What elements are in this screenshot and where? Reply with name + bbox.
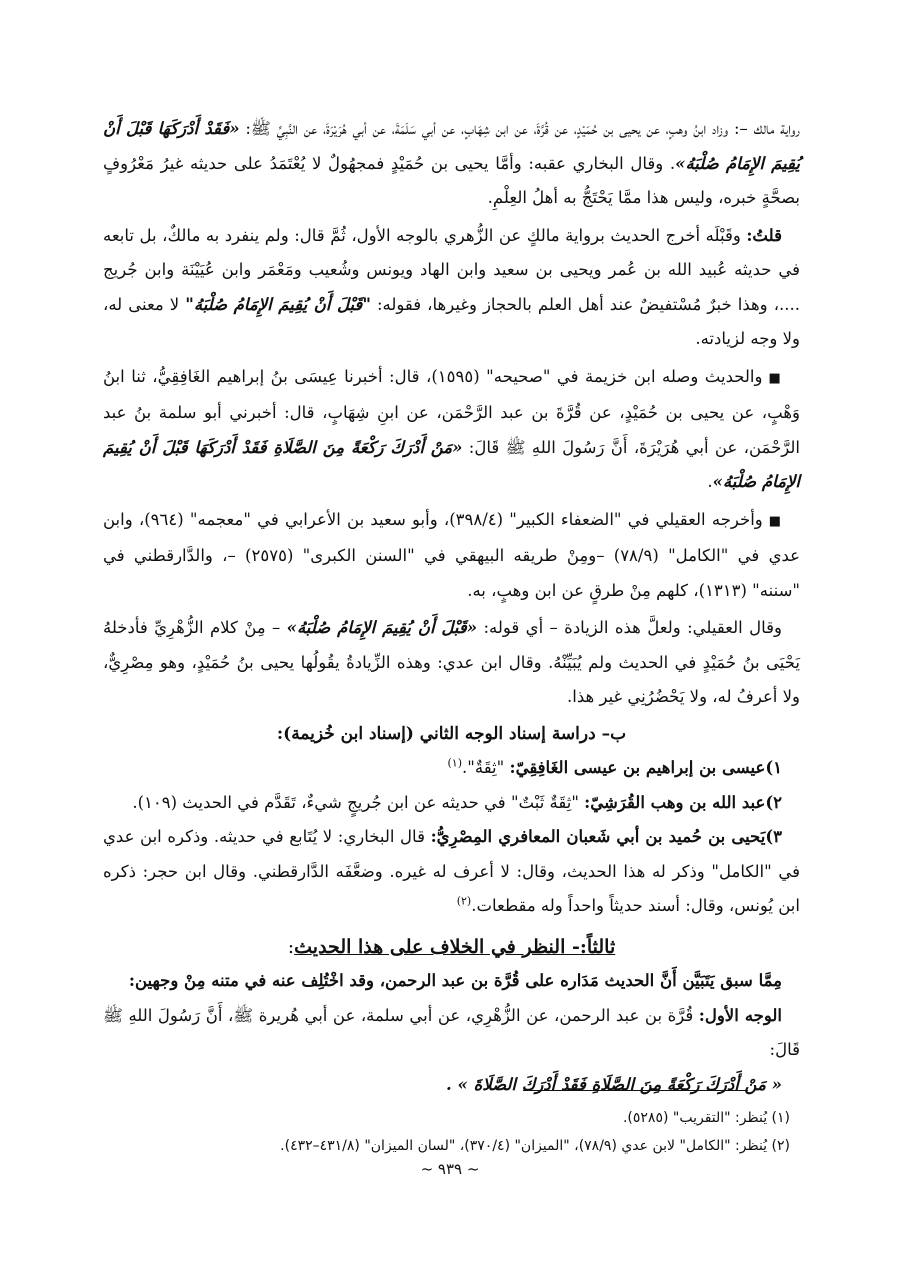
section-heading-3 bbox=[103, 930, 800, 965]
narrator-name: عبد الله بن وهب القُرَشِيّ: bbox=[584, 792, 766, 812]
page-number: ~ ٩٣٩ ~ bbox=[420, 1160, 480, 1178]
paragraph-text: – مِنْ كلام الزُّهْرِيِّ فأدخلهُ يَحْيَى بنُ حُمَيْدٍ في الحديث ولم يُبَيِّنْهُ. وقال ابن عدي: وهذه الزِّيادةُ يقُولُها يحيى بنُ حُمَيْدٍ، وهو مِصْرِيٌّ، ولا أعرفُ له، ولا يَحْضُرُنِي غير هذا. bbox=[103, 618, 800, 706]
paragraph-text: . وقال البخاري عقبه: وأمَّا يحيى بن حُمَيْدٍ فمجهُولٌ لا يُعْتَمَدُ على حديثه غيرُ مَعْرُوفٍ بصحَّةٍ خبره، وليس هذا ممَّا يَحْتَجُّ به أهلُ العِلْمِ. bbox=[103, 153, 800, 207]
hadith-quote: "قَبْلَ أَنْ يُقِيمَ الإِمَامُ صُلْبَهُ" bbox=[185, 294, 371, 314]
heading-label: ثالثاً: bbox=[579, 935, 616, 958]
narrator-item-3 bbox=[103, 820, 800, 924]
narrator-text: قال البخاري: لا يُتَابع في حديثه. وذكره ابن عدي في "الكامل" وذكر له هذا الحديث، وقال: لا أعرف له غيره. وضعَّفَه الدَّارقطني. وقال ابن حجر: ذكره ابن يُونس، وقال: أسند حديثاً واحداً وله مقطعات. bbox=[103, 827, 800, 915]
narrator-item-2 bbox=[103, 786, 800, 821]
paragraph-intro-khilaf: مِمَّا سبق يَتَبَيَّن أَنَّ الحديث مَدَاره على قُرَّة بن عبد الرحمن، وقد اخْتُلِف عنه في متنه مِنْ وجهين: bbox=[128, 971, 782, 990]
narrator-number: ١) bbox=[765, 758, 782, 777]
paragraph-uqayli-comment bbox=[103, 611, 800, 715]
main-text bbox=[103, 112, 800, 1102]
hadith-quote: «فَقَدْ أَدْرَكَهَا قَبْلَ أَنْ يُقِيمَ الإِمَامُ صُلْبَهُ» bbox=[103, 119, 800, 173]
paragraph-malik-narration bbox=[103, 112, 800, 216]
paragraph-first-wajh bbox=[103, 999, 800, 1068]
paragraph-text: لا معنى له، ولا وجه لزيادته. bbox=[103, 294, 800, 348]
narrator-name: عيسى بن إبراهيم بن عيسى الغَافِقِيّ: bbox=[509, 758, 766, 777]
narrator-name: يَحيى بن حُميد بن أبي شَعبان المعافري المِصْرِيُّ: bbox=[430, 827, 766, 846]
paragraph-text: والحديث وصله ابن خزيمة في "صحيحه" (١٥٩٥)، قال: أخبرنا عِيسَى بنُ إبراهيم الغَافِقِيُّ، ثنا ابنُ وَهْبٍ، عن يحيى بن حُمَيْدٍ، عن قُرَّةَ بن عبد الرَّحْمَن، عن ابنِ شِهَابٍ، قال: أخبرني أبو سلمة بنُ عبد الرَّحْمَن، عن أبي هُرَيْرَةَ، أَنَّ رَسُولَ اللهِ ﷺ قَالَ: bbox=[103, 366, 801, 457]
narrator-number: ٣) bbox=[765, 827, 782, 846]
narrator-item-1 bbox=[103, 751, 800, 786]
paragraph-uqayli-takhrij bbox=[103, 503, 800, 609]
footnote-divider bbox=[523, 1090, 748, 1091]
narrator-text: "ثِقَةٌ ثَبْتٌ" في حديثه عن ابن جُريجٍ شيءٌ، تَقَدَّم في الحديث (١٠٩). bbox=[132, 792, 585, 812]
paragraph-text: . bbox=[707, 472, 713, 491]
footnote-2: (٢) يُنظر: "الكامل" لابن عدي (٧٨/٩)، "الميزان" (٣٧٠/٤)، "لسان الميزان" (٤٣١/٨–٤٣٢). bbox=[280, 1138, 790, 1154]
paragraph-text: وأخرجه العقيلي في "الضعفاء الكبير" (٣٩٨/٤)، وأبو سعيد بن الأعرابي في "معجمه" (٩٦٤)، وابن عدي في "الكامل" (٧٨/٩) –ومِنْ طريقه البيهقي في "السنن الكبرى" (٢٥٧٥) –، والدَّارقطني في "سننه" (١٣١٣)، كلهم مِنْ طرقٍ عن ابن وهبٍ، به. bbox=[103, 509, 800, 600]
hadith-quote: «مَنْ أَدْرَكَ رَكْعَةً مِنَ الصَّلَاةِ فَقَدْ أَدْرَكَهَا قَبْلَ أَنْ يُقِيمَ الإِمَامُ صُلْبَهُ» bbox=[103, 437, 800, 491]
heading-text: - النظر في الخلاف على هذا الحديث bbox=[294, 935, 580, 958]
bullet-icon: ■ bbox=[768, 370, 782, 386]
heading-colon: : bbox=[287, 935, 295, 958]
paragraph-text: وقَبْلَه أخرج الحديث برواية مالكٍ عن الزُّهري بالوجه الأول، ثُمَّ قال: ولم ينفرد به مالكٌ، بل تابعه في حديثه عُبيد الله بن عُمر ويحيى بن سعيد وابن الهاد ويونس وشُعيب ومَعْمَر وابن عُيَيْنَة وابن جُريج ....، وهذا خبرٌ مُسْتفيضٌ عند أهل العلم بالحجاز وغيرها، فقوله: bbox=[103, 225, 800, 314]
footnote-ref: (١) bbox=[447, 756, 463, 770]
footnotes bbox=[103, 1104, 790, 1160]
hadith-first-wajh: « مَنْ أَدْرَكَ رَكْعَةً مِنَ الصَّلَاةِ فَقَدْ أَدْرَكَ الصَّلَاةَ » . bbox=[446, 1074, 782, 1094]
footnote-1: (١) يُنظر: "التقريب" (٥٢٨٥). bbox=[622, 1110, 790, 1126]
paragraph-text: وقال العقيلي: ولعلَّ هذه الزيادة – أي قوله: bbox=[477, 618, 782, 637]
paragraph-qultu bbox=[103, 219, 800, 357]
paragraph-text: قُرَّة بن عبد الرحمن، عن الزُّهْرِي، عن أبي سلمة، عن أبي هُريرة ﷺ، أَنَّ رَسُولَ اللهِ ﷺ قَالَ: bbox=[103, 1005, 800, 1059]
wajh-label: الوجه الأول: bbox=[698, 1005, 783, 1025]
paragraph-text: رواية مالك –: وزاد ابنُ وهبٍ، عن يحيى بن حُمَيْدٍ، عن قُرَّةَ، عن ابن شِهَابٍ، عن أبي سَلَمَةَ، عن أبي هُرَيْرَةَ، عن النَّبِيِّ ﷺ: bbox=[245, 119, 800, 138]
qultu-label: قلتُ: bbox=[746, 225, 782, 245]
section-heading-b: ب– دراسة إسناد الوجه الثاني (إسناد ابن خُزيمة): bbox=[276, 723, 627, 744]
narrator-text: "ثِقَةٌ". bbox=[462, 758, 510, 777]
paragraph-ibn-khuzaymah bbox=[103, 360, 800, 500]
footnote-ref: (٢) bbox=[456, 894, 472, 908]
bullet-icon: ■ bbox=[768, 513, 782, 529]
hadith-quote: «قَبْلَ أَنْ يُقِيمَ الإِمَامُ صُلْبَهُ» bbox=[286, 618, 478, 637]
narrator-number: ٢) bbox=[765, 792, 782, 812]
